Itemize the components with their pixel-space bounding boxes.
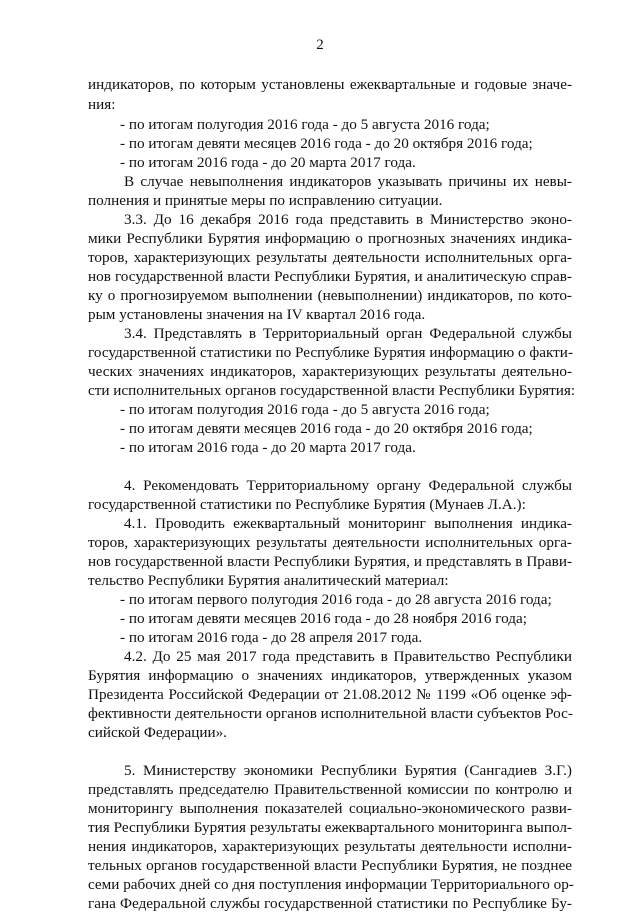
text-line: полнения и принятые меры по исправлению ситуации. bbox=[88, 192, 443, 209]
text-line: нов государственной власти Республики Бурятия, и представлять в Прави- bbox=[88, 553, 572, 570]
text-line: семи рабочих дней со дня поступления информации Территориального ор- bbox=[88, 876, 574, 893]
section-4-heading: 4. Рекомендовать Территориальному органу Федеральной службы bbox=[124, 477, 572, 494]
text-line: Бурятия информацию о значениях индикаторов, утвержденных указом bbox=[88, 667, 572, 684]
paragraph-4-1: 4.1. Проводить ежеквартальный мониторинг выполнения индика- bbox=[124, 515, 572, 532]
text-line: рым установлены значения на IV квартал 2016 года. bbox=[88, 306, 426, 323]
text-line: нения индикаторов, характеризующих результаты деятельности исполни- bbox=[88, 838, 572, 855]
text-line: индикаторов, по которым установлены ежеквартальные и годовые значе- bbox=[88, 76, 572, 93]
list-item: - по итогам девяти месяцев 2016 года - до 20 октября 2016 года; bbox=[120, 135, 533, 152]
text-line: государственной статистики по Республике Бурятия информацию о факти- bbox=[88, 344, 573, 361]
text-line: мики Республики Бурятия информацию о прогнозных значениях индика- bbox=[88, 230, 572, 247]
text-line: фективности деятельности органов исполнительной власти субъектов Рос- bbox=[88, 705, 573, 722]
paragraph-3-3: 3.3. До 16 декабря 2016 года представить в Министерство эконо- bbox=[124, 211, 572, 228]
list-item: - по итогам первого полугодия 2016 года - до 28 августа 2016 года; bbox=[120, 591, 552, 608]
text-line: Президента Российской Федерации от 21.08.2012 № 1199 «Об оценке эф- bbox=[88, 686, 572, 703]
text-line: ческих значениях индикаторов, характеризующих результаты деятельно- bbox=[88, 363, 572, 380]
page-number: 2 bbox=[316, 37, 324, 53]
list-item: - по итогам девяти месяцев 2016 года - до 20 октября 2016 года; bbox=[120, 420, 533, 437]
list-item: - по итогам 2016 года - до 20 марта 2017 года. bbox=[120, 154, 416, 171]
text-line: В случае невыполнения индикаторов указывать причины их невы- bbox=[124, 173, 572, 190]
text-line: торов, характеризующих результаты деятельности исполнительных орга- bbox=[88, 534, 572, 551]
list-item: - по итогам полугодия 2016 года - до 5 августа 2016 года; bbox=[120, 116, 490, 133]
text-line: сийской Федерации». bbox=[88, 724, 227, 741]
list-item: - по итогам девяти месяцев 2016 года - до 28 ноября 2016 года; bbox=[120, 610, 527, 627]
list-item: - по итогам 2016 года - до 28 апреля 2017 года. bbox=[120, 629, 423, 646]
text-line: мониторингу выполнения показателей социально-экономического разви- bbox=[88, 800, 572, 817]
paragraph-4-2: 4.2. До 25 мая 2017 года представить в Правительство Республики bbox=[124, 648, 572, 665]
text-line: торов, характеризующих результаты деятельности исполнительных орга- bbox=[88, 249, 572, 266]
text-line: тия Республики Бурятия результаты ежеквартального мониторинга выпол- bbox=[88, 819, 572, 836]
text-line: сти исполнительных органов государственной власти Республики Бурятия: bbox=[88, 382, 576, 399]
list-item: - по итогам полугодия 2016 года - до 5 августа 2016 года; bbox=[120, 401, 490, 418]
text-line: ку о прогнозируемом выполнении (невыполнении) индикаторов, по кото- bbox=[88, 287, 572, 304]
text-line: нов государственной власти Республики Бурятия, и аналитическую справ- bbox=[88, 268, 572, 285]
paragraph-3-4: 3.4. Представлять в Территориальный орган Федеральной службы bbox=[124, 325, 572, 342]
section-5-heading: 5. Министерству экономики Республики Бурятия (Сангадиев З.Г.) bbox=[124, 762, 572, 779]
text-line: гана Федеральной службы государственной статистики по Республике Бу- bbox=[88, 895, 572, 912]
text-line: ния: bbox=[88, 96, 116, 113]
list-item: - по итогам 2016 года - до 20 марта 2017 года. bbox=[120, 439, 416, 456]
text-line: тельных органов государственной власти Республики Бурятия, не позднее bbox=[88, 857, 572, 874]
text-line: государственной статистики по Республике Бурятия (Мунаев Л.А.): bbox=[88, 496, 526, 513]
text-line: тельство Республики Бурятия аналитический материал: bbox=[88, 572, 449, 589]
text-line: представлять председателю Правительственной комиссии по контролю и bbox=[88, 781, 572, 798]
